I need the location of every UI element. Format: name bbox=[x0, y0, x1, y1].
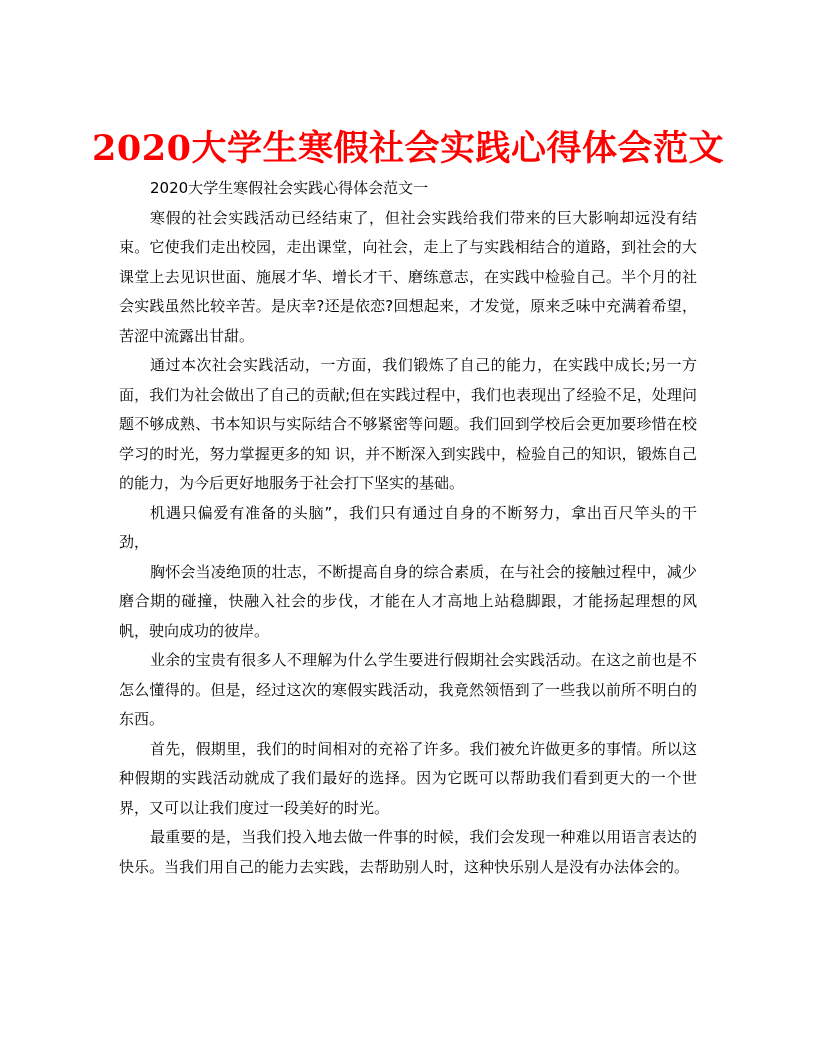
document-body bbox=[119, 174, 697, 882]
document-title: 2020大学生寒假社会实践心得体会范文 bbox=[92, 128, 724, 170]
document-subtitle: 2020大学生寒假社会实践心得体会范文一 bbox=[150, 179, 429, 197]
paragraph-1: 寒假的社会实践活动已经结束了，但社会实践给我们带来的巨大影响却远没有结束。它使我们走出校园，走出课堂，向社会，走上了与实践相结合的道路，到社会的大课堂上去见识世面、施展才华、增长才干、磨练意志，在实践中检验自己。半个月的社会实践虽然比较辛苦。是庆幸?还是依恋?回想起来，才发觉，原来乏味中充满着希望，苦涩中流露出甘甜。 bbox=[119, 208, 697, 345]
paragraph-2: 通过本次社会实践活动，一方面，我们锻炼了自己的能力，在实践中成长;另一方面，我们为社会做出了自己的贡献;但在实践过程中，我们也表现出了经验不足，处理问题不够成熟、书本知识与实际结合不够紧密等问题。我们回到学校后会更加要珍惜在校学习的时光，努力掌握更多的知 识，并不断深入到实践中，检验自己的知识，锻炼自己的能力，为今后更好地服务于社会打下坚实的基础。 bbox=[119, 356, 697, 492]
paragraph-5: 业余的宝贵有很多人不理解为什么学生要进行假期社会实践活动。在这之前也是不怎么懂得的。但是，经过这次的寒假实践活动，我竟然领悟到了一些我以前所不明白的东西。 bbox=[119, 651, 697, 728]
paragraph-7: 最重要的是，当我们投入地去做一件事的时候，我们会发现一种难以用语言表达的快乐。当我们用自己的能力去实践，去帮助别人时，这种快乐别人是没有办法体会的。 bbox=[119, 828, 697, 876]
paragraph-6: 首先，假期里，我们的时间相对的充裕了许多。我们被允许做更多的事情。所以这种假期的实践活动就成了我们最好的选择。因为它既可以帮助我们看到更大的一个世界，又可以让我们度过一段美好的时光。 bbox=[119, 739, 697, 817]
paragraph-4: 胸怀会当凌绝顶的壮志，不断提高自身的综合素质，在与社会的接触过程中，减少磨合期的碰撞，快融入社会的步伐，才能在人才高地上站稳脚跟，才能扬起理想的风帆，驶向成功的彼岸。 bbox=[119, 562, 697, 640]
paragraph-3: 机遇只偏爱有准备的头脑”，我们只有通过自身的不断努力，拿出百尺竿头的干劲， bbox=[119, 503, 697, 551]
